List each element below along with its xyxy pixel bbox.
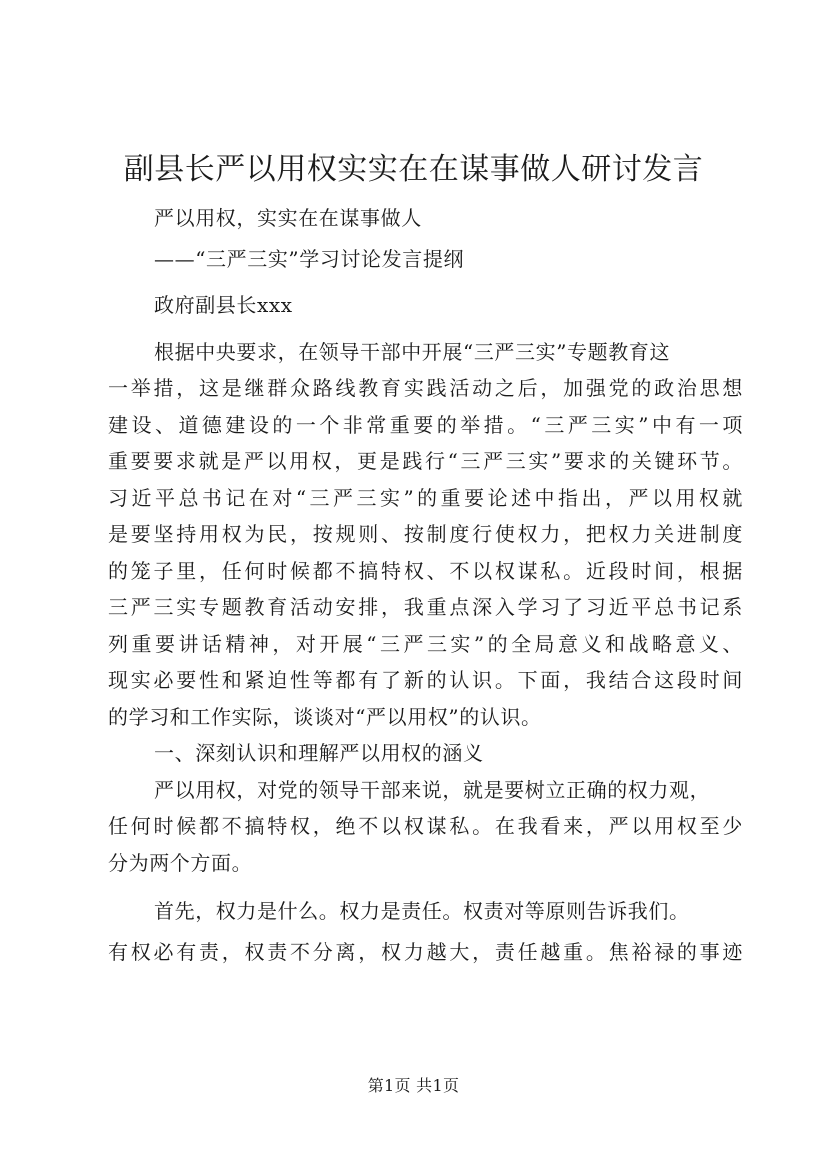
subtitle-line: 严以用权，实实在在谋事做人: [154, 206, 422, 230]
subtitle-line: ——“三严三实”学习讨论发言提纲: [154, 246, 465, 271]
paragraph-line: 是要坚持用权为民，按规则、按制度行使权力，把权力关进制度: [108, 522, 743, 546]
paragraph-line: 的笼子里，任何时候都不搞特权、不以权谋私。近段时间，根据: [108, 558, 743, 583]
author-line: 政府副县长xxx: [154, 293, 293, 317]
paragraph-line: 重要要求就是严以用权，更是践行“三严三实”要求的关键环节。: [108, 449, 743, 473]
paragraph-line: 三严三实专题教育活动安排，我重点深入学习了习近平总书记系: [108, 595, 743, 619]
paragraph-line: 列重要讲话精神，对开展“三严三实”的全局意义和战略意义、: [108, 631, 743, 656]
paragraph-line: 任何时候都不搞特权，绝不以权谋私。在我看来，严以用权至少: [108, 814, 743, 838]
page-number-footer: 第1页 共1页: [367, 1076, 460, 1095]
paragraph-line: 习近平总书记在对“三严三实”的重要论述中指出，严以用权就: [108, 485, 743, 510]
paragraph-line: 现实必要性和紧迫性等都有了新的认识。下面，我结合这段时间: [108, 668, 743, 692]
paragraph-line: 建设、道德建设的一个非常重要的举措。“三严三实”中有一项: [108, 412, 743, 437]
paragraph-line: 一举措，这是继群众路线教育实践活动之后，加强党的政治思想: [108, 376, 743, 400]
paragraph-line: 严以用权，对党的领导干部来说，就是要树立正确的权力观，: [154, 777, 711, 802]
section-heading: 一、深刻认识和理解严以用权的涵义: [154, 741, 484, 765]
paragraph-line: 分为两个方面。: [108, 850, 253, 875]
paragraph-line: 首先，权力是什么。权力是责任。权责对等原则告诉我们。: [154, 899, 690, 923]
document-body: [108, 200, 743, 970]
paragraph-line: 的学习和工作实际，谈谈对“严以用权”的认识。: [108, 704, 542, 729]
paragraph-line: 根据中央要求，在领导干部中开展“三严三实”专题教育这: [154, 339, 671, 364]
paragraph-line: 有权必有责，权责不分离，权力越大，责任越重。焦裕禄的事迹: [108, 939, 743, 964]
document-title: 副县长严以用权实实在在谋事做人研讨发言: [123, 152, 704, 187]
